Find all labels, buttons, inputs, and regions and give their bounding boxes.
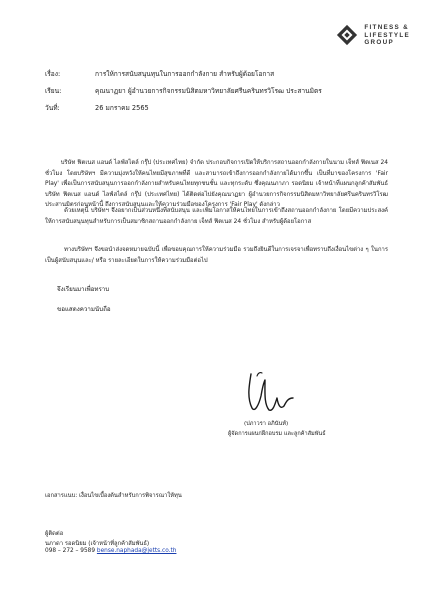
signature-image: [243, 368, 299, 418]
recipient-value: คุณนาฏยา ผู้อำนวยการกิจกรรมนิสิตมหาวิทยาลัยศรีนครินทรวิโรฒ ประสานมิตร: [95, 87, 322, 95]
subject-value: การให้การสนับสนุนทุนในการออกกำลังกาย สำหรับผู้ด้อยโอกาส: [95, 70, 275, 78]
date-value: 26 มกราคม 2565: [95, 104, 149, 112]
signer-name: (ปภาวรา อภินันท์): [244, 421, 289, 427]
contact-person: นภาดา รอดนิยม (เจ้าหน้าที่ลูกค้าสัมพันธ์): [45, 541, 150, 547]
contact-phone: 098 – 272 – 9589: [45, 548, 96, 554]
subject-label: เรื่อง:: [45, 70, 61, 78]
logo-line-3: GROUP: [364, 39, 394, 46]
body-paragraph-1: บริษัท ฟิตเนส แอนด์ ไลฟ์สไตล์ กรุ๊ป (ประเทศไทย) จำกัด ประกอบกิจการเปิดให้บริการสถานออกกำลังกายในนาม เจ็ทส์ ฟิตเนส 24 ชั่วโมง โดยบริษัทฯ มีความมุ่งหวังให้คนไทยมีสุขภาพที่ดี และสามารถเข้าถึงการออกกำลังกายได้มากขึ้น เป็นที่มาของโครงการ 'Fair Play' เพื่อเป็นการสนับสนุนการออกกำลังกายสำหรับคนไทยทุกชนชั้น และทุกระดับ ซึ่งคุณนภาภา รอดนิยม เจ้าหน้าที่แผนกลูกค้าสัมพันธ์ บริษัท ฟิตเนส แอนด์ ไลฟ์สไตล์ กรุ๊ป (ประเทศไทย) ได้ติดต่อไปยังคุณนาฏยา ผู้อำนวยการกิจกรรมนิสิตมหาวิทยาลัยศรีนครินทรวิโรฒ ประสานมิตรก่อนหน้านี้ ถึงการสนับสนุนและให้ความร่วมมือของโครงการ 'Fair Play' ดังกล่าว: [45, 160, 390, 208]
diamond-logo-icon: [336, 24, 358, 46]
body-paragraph-3: ทางบริษัทฯ จึงขอนำส่งจดหมายฉบับนี้ เพื่อขอบคุณการให้ความร่วมมือ รวมถึงยินดีในการเจรจาเพื่อทราบถึงเงื่อนไขต่าง ๆ ในการเป็นผู้สนับสนุนและ/ หรือ รายละเอียดในการให้ความร่วมมือต่อไป: [45, 247, 388, 264]
signer-title: ผู้จัดการแผนกฝึกอบรม และลูกค้าสัมพันธ์: [228, 431, 326, 437]
closing-line-1: จึงเรียนมาเพื่อทราบ: [57, 286, 110, 293]
contact-email-link[interactable]: bense.naphada@jetts.co.th: [96, 548, 177, 554]
closing-line-2: ขอแสดงความนับถือ: [57, 306, 111, 313]
attachment-note: เอกสารแนบ: เงื่อนไขเบื้องต้นสำหรับการพิจารณาให้ทุน: [45, 493, 182, 499]
recipient-label: เรียน:: [45, 87, 62, 95]
date-label: วันที่:: [45, 104, 60, 112]
company-logo: [336, 24, 410, 47]
logo-text: [364, 24, 410, 47]
logo-line-1: FITNESS &: [364, 24, 409, 31]
body-paragraph-2: ด้วยเหตุนี้ บริษัทฯ จึงอยากเป็นส่วนหนึ่งที่สนับสนุน และเพิ่มโอกาสให้คนไทยในการเข้าถึงสถานออกกำลังกาย โดยมีความประสงค์ให้การสนับสนุนทุนสำหรับการเป็นสมาชิกสถานออกกำลังกาย เจ็ทส์ ฟิตเนส 24 ชั่วโมง สำหรับผู้ด้อยโอกาส: [45, 208, 388, 225]
logo-line-2: LIFESTYLE: [364, 31, 410, 39]
contact-label: ผู้ติดต่อ: [45, 531, 64, 537]
contact-line: [45, 548, 176, 554]
